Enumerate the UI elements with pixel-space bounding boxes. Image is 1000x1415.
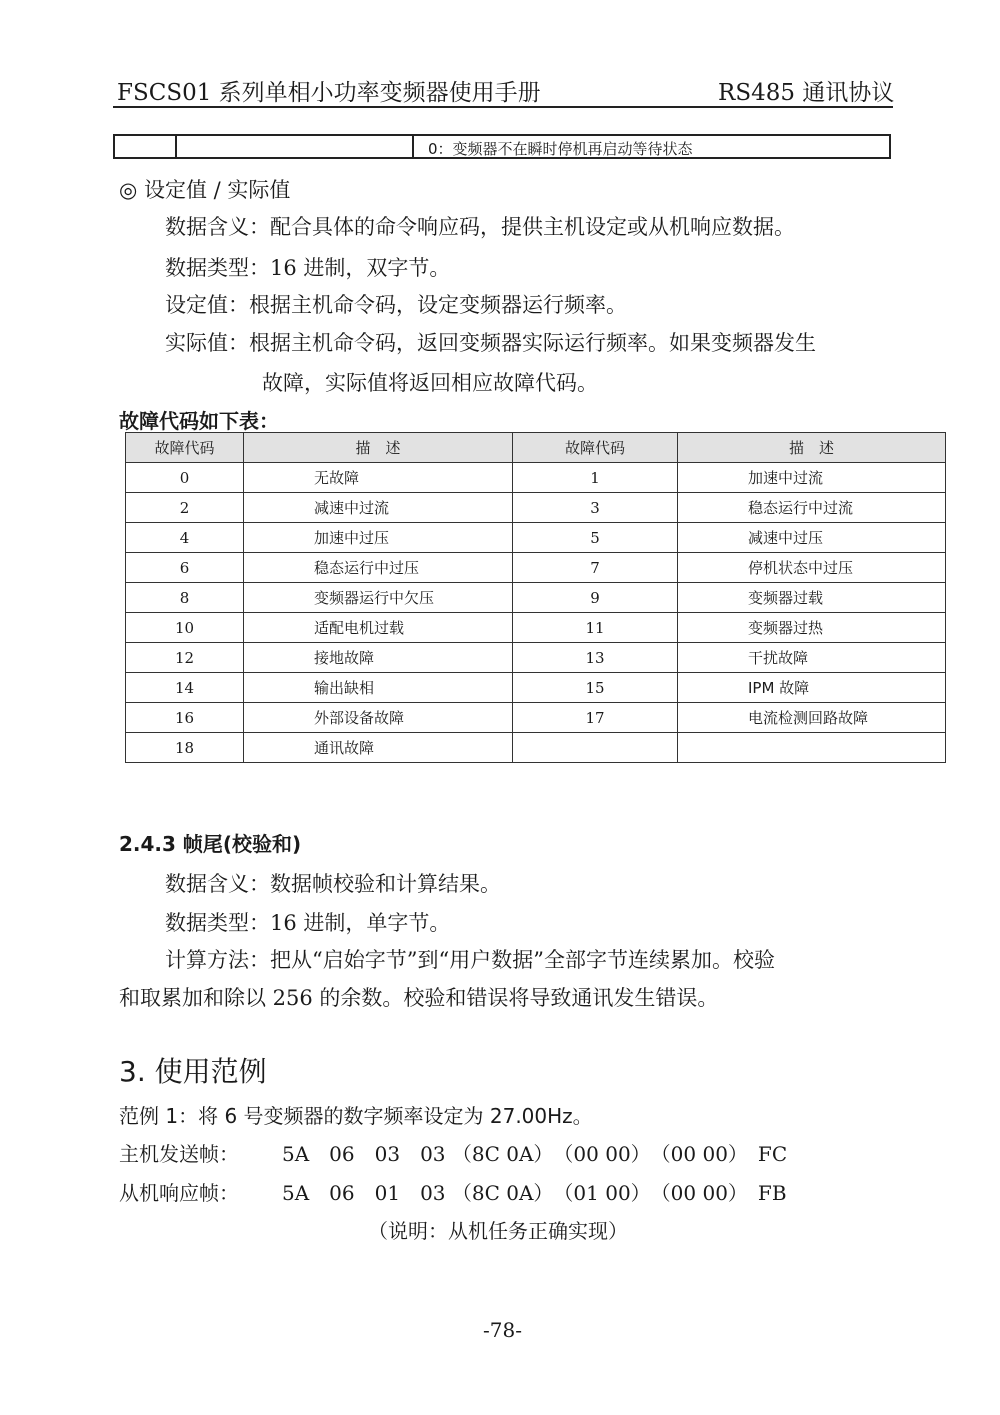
- section-title-checksum: 2.4.3 帧尾(校验和): [119, 832, 302, 856]
- fault-description: 稳态运行中过压: [244, 553, 513, 583]
- fault-description: 加速中过流: [678, 463, 946, 493]
- section-title-setpoint: ◎ 设定值 / 实际值: [119, 178, 291, 202]
- header-section: RS485 通讯协议: [718, 80, 895, 106]
- section-title-examples: 3. 使用范例: [119, 1055, 267, 1088]
- master-frame-label: 主机发送帧：: [119, 1142, 239, 1166]
- header-title: FSCS01 系列单相小功率变频器使用手册: [117, 80, 541, 106]
- table-row: [126, 583, 946, 613]
- fault-code: 9: [513, 583, 678, 613]
- fault-code: 6: [126, 553, 244, 583]
- fault-description: 电流检测回路故障: [678, 703, 946, 733]
- fault-description: 通讯故障: [244, 733, 513, 763]
- fault-description: 适配电机过载: [244, 613, 513, 643]
- fault-code: 10: [126, 613, 244, 643]
- fault-code: 18: [126, 733, 244, 763]
- table-row: [126, 673, 946, 703]
- paragraph-line: 和取累加和除以 256 的余数。校验和错误将导致通讯发生错误。: [119, 986, 719, 1010]
- fault-description: 干扰故障: [678, 643, 946, 673]
- fault-code: 15: [513, 673, 678, 703]
- fault-code: 14: [126, 673, 244, 703]
- fault-code: [513, 733, 678, 763]
- fault-description: 输出缺相: [244, 673, 513, 703]
- fault-description: 变频器过载: [678, 583, 946, 613]
- fault-description: 加速中过压: [244, 523, 513, 553]
- fault-description: 变频器运行中欠压: [244, 583, 513, 613]
- slave-frame-bytes: 5A 06 01 03 （8C 0A） （01 00） （00 00） FB: [282, 1181, 787, 1205]
- fault-description: 变频器过热: [678, 613, 946, 643]
- table-row: [126, 553, 946, 583]
- table-row: [126, 733, 946, 763]
- header-rule: [113, 106, 893, 108]
- fault-code: 8: [126, 583, 244, 613]
- fault-code: 17: [513, 703, 678, 733]
- example-note: （说明：从机任务正确实现）: [368, 1219, 628, 1243]
- column-header: 描 述: [244, 433, 513, 463]
- paragraph-line: 数据类型：16 进制，双字节。: [165, 256, 451, 280]
- fault-code: 11: [513, 613, 678, 643]
- fault-description: 稳态运行中过流: [678, 493, 946, 523]
- paragraph-line: 数据含义：数据帧校验和计算结果。: [165, 872, 501, 896]
- column-header: 描 述: [678, 433, 946, 463]
- column-header: 故障代码: [126, 433, 244, 463]
- table-divider: [412, 136, 414, 157]
- fault-description: [678, 733, 946, 763]
- fault-description: IPM 故障: [678, 673, 946, 703]
- fault-description: 接地故障: [244, 643, 513, 673]
- fault-code: 4: [126, 523, 244, 553]
- table-row: [126, 613, 946, 643]
- fault-description: 停机状态中过压: [678, 553, 946, 583]
- table-row: [126, 643, 946, 673]
- fault-description: 无故障: [244, 463, 513, 493]
- fault-description: 外部设备故障: [244, 703, 513, 733]
- table-row: [126, 523, 946, 553]
- continuation-table-row: [113, 134, 891, 159]
- fault-code-table: [125, 432, 946, 763]
- fault-code: 5: [513, 523, 678, 553]
- fault-code: 13: [513, 643, 678, 673]
- paragraph-line: 故障，实际值将返回相应故障代码。: [262, 371, 598, 395]
- table-divider: [175, 136, 177, 157]
- paragraph-line: 数据类型：16 进制，单字节。: [165, 911, 451, 935]
- column-header: 故障代码: [513, 433, 678, 463]
- slave-frame-label: 从机响应帧：: [119, 1181, 239, 1205]
- table-row: [126, 703, 946, 733]
- fault-code: 3: [513, 493, 678, 523]
- fault-description: 减速中过流: [244, 493, 513, 523]
- paragraph-line: 数据含义：配合具体的命令响应码，提供主机设定或从机响应数据。: [165, 215, 795, 239]
- table-row: [126, 493, 946, 523]
- paragraph-line: 设定值：根据主机命令码，设定变频器运行频率。: [165, 293, 627, 317]
- page-number: -78-: [483, 1318, 522, 1342]
- row-description: 0：变频器不在瞬时停机再启动等待状态: [428, 140, 693, 158]
- fault-code: 7: [513, 553, 678, 583]
- fault-description: 减速中过压: [678, 523, 946, 553]
- fault-table-caption: 故障代码如下表：: [119, 409, 279, 433]
- fault-code: 2: [126, 493, 244, 523]
- paragraph-line: 计算方法：把从“启始字节”到“用户数据”全部字节连续累加。校验: [165, 948, 775, 972]
- master-frame-bytes: 5A 06 03 03 （8C 0A） （00 00） （00 00） FC: [282, 1142, 788, 1166]
- fault-code: 16: [126, 703, 244, 733]
- fault-code: 1: [513, 463, 678, 493]
- paragraph-line: 实际值：根据主机命令码，返回变频器实际运行频率。如果变频器发生: [165, 331, 816, 355]
- table-row: [126, 463, 946, 493]
- table-header-row: [126, 433, 946, 463]
- example-title: 范例 1：将 6 号变频器的数字频率设定为 27.00Hz。: [119, 1104, 593, 1128]
- fault-code: 0: [126, 463, 244, 493]
- fault-code: 12: [126, 643, 244, 673]
